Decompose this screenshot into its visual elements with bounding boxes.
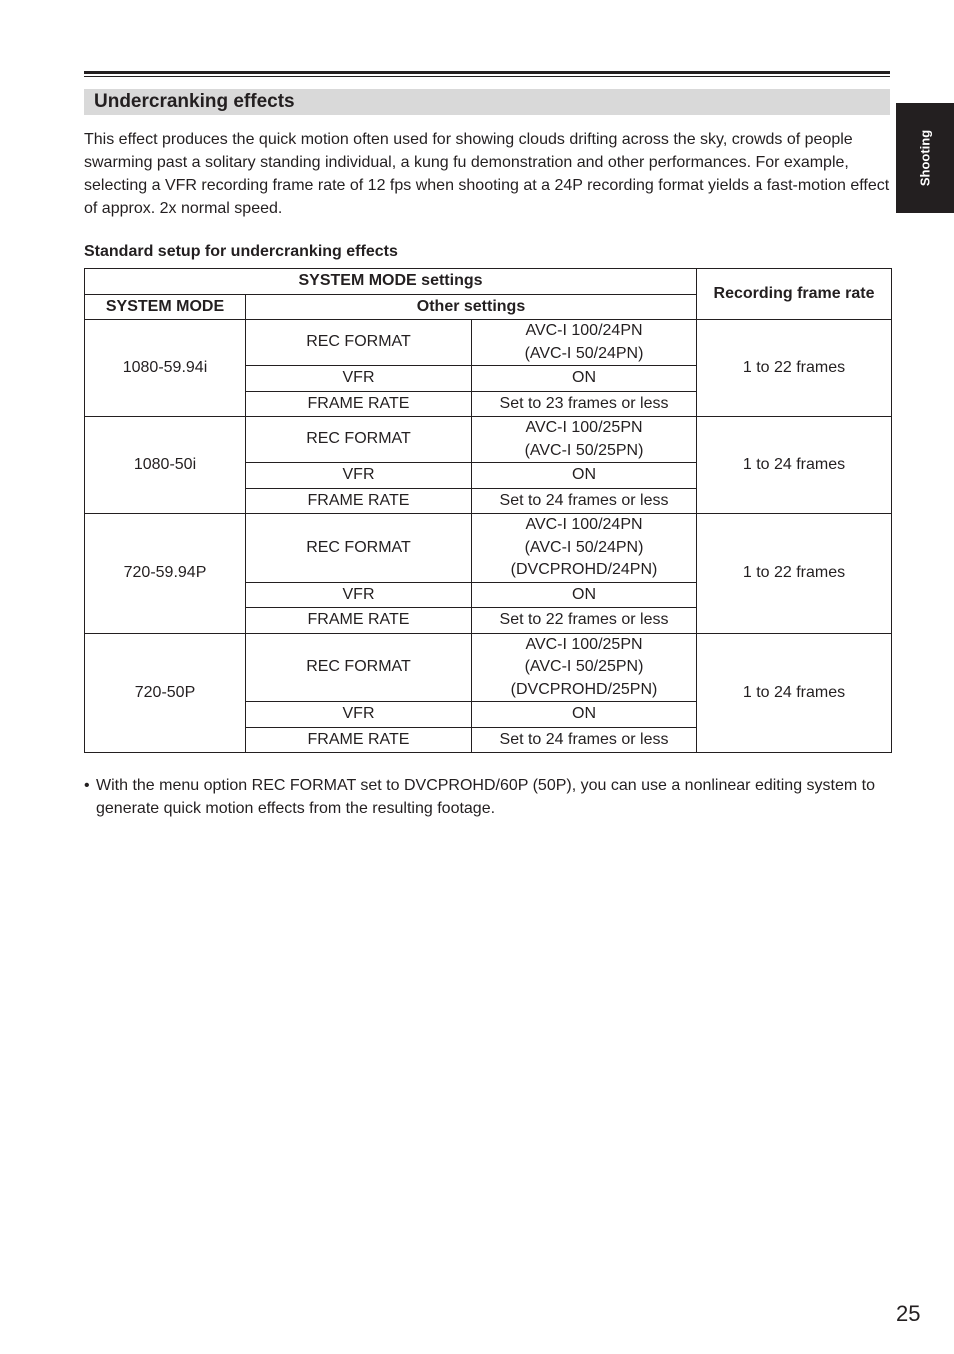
setting-value: Set to 24 frames or less xyxy=(472,488,697,514)
setting-value: Set to 23 frames or less xyxy=(472,391,697,417)
setting-value: ON xyxy=(472,463,697,489)
table-title: Standard setup for undercranking effects xyxy=(84,243,398,260)
setting-value-line: (AVC-I 50/24PN) xyxy=(524,344,644,362)
recording-frame-rate-cell: 1 to 24 frames xyxy=(697,417,892,514)
setting-value: ON xyxy=(472,582,697,608)
header-system-mode: SYSTEM MODE xyxy=(85,294,246,320)
setting-label: FRAME RATE xyxy=(246,391,472,417)
setting-value xyxy=(472,320,697,366)
recording-frame-rate-cell: 1 to 24 frames xyxy=(697,633,892,753)
setting-value: Set to 24 frames or less xyxy=(472,727,697,753)
setting-value xyxy=(472,417,697,463)
setting-label: FRAME RATE xyxy=(246,488,472,514)
setting-value-line: (DVCPROHD/24PN) xyxy=(510,561,658,578)
setting-value-line: AVC-I 100/24PN xyxy=(525,322,643,339)
setting-value: Set to 22 frames or less xyxy=(472,608,697,634)
intro-paragraph: This effect produces the quick motion often used for showing clouds drifting across the sky, crowds of people swarming past a solitary standing individual, a kung fu demonstration and other performances. For example, selecting a VFR recording frame rate of 12 fps when shooting at a 24P recording format yields a fast-motion effect of approx. 2x normal speed. xyxy=(84,131,890,217)
recording-frame-rate-cell: 1 to 22 frames xyxy=(697,320,892,417)
setting-label: REC FORMAT xyxy=(246,417,472,463)
table-row xyxy=(85,320,892,366)
chapter-tab xyxy=(896,103,954,213)
setting-value xyxy=(472,633,697,702)
system-mode-cell: 1080-59.94i xyxy=(85,320,246,417)
header-other-settings: Other settings xyxy=(246,294,697,320)
top-rule xyxy=(84,71,890,74)
header-system-mode-settings: SYSTEM MODE settings xyxy=(85,269,697,295)
setting-value: ON xyxy=(472,366,697,392)
section-title: Undercranking effects xyxy=(84,89,890,115)
setting-label: REC FORMAT xyxy=(246,514,472,583)
page-number: 25 xyxy=(896,1301,921,1326)
setting-label: REC FORMAT xyxy=(246,320,472,366)
setting-label: FRAME RATE xyxy=(246,727,472,753)
setting-label: VFR xyxy=(246,582,472,608)
bullet-icon: • xyxy=(84,777,90,794)
setting-value-line: AVC-I 100/25PN xyxy=(525,635,643,653)
setting-label: VFR xyxy=(246,702,472,728)
setting-label: REC FORMAT xyxy=(246,633,472,702)
top-rule-thin xyxy=(84,76,890,77)
setting-value xyxy=(472,514,697,583)
setting-value-line: (DVCPROHD/25PN) xyxy=(510,680,658,698)
header-recording-frame-rate: Recording frame rate xyxy=(697,269,892,320)
footnote xyxy=(84,774,890,820)
setting-value-line: (AVC-I 50/24PN) xyxy=(524,538,644,556)
setting-value-line: AVC-I 100/25PN xyxy=(525,419,643,436)
table-row xyxy=(85,633,892,702)
system-mode-cell: 720-50P xyxy=(85,633,246,753)
setting-label: VFR xyxy=(246,463,472,489)
setting-value-line: (AVC-I 50/25PN) xyxy=(524,658,644,675)
footnote-text: With the menu option REC FORMAT set to DVCPROHD/60P (50P), you can use a nonlinear editing system to generate quick motion effects from the resulting footage. xyxy=(96,777,876,817)
system-mode-cell: 720-59.94P xyxy=(85,514,246,634)
table-row xyxy=(85,514,892,583)
recording-frame-rate-cell: 1 to 22 frames xyxy=(697,514,892,634)
setup-table xyxy=(84,268,892,753)
setting-value: ON xyxy=(472,702,697,728)
table-row xyxy=(85,417,892,463)
system-mode-cell: 1080-50i xyxy=(85,417,246,514)
setting-label: FRAME RATE xyxy=(246,608,472,634)
setting-value-line: AVC-I 100/24PN xyxy=(525,516,643,533)
setting-value-line: (AVC-I 50/25PN) xyxy=(524,441,644,459)
chapter-tab-label: Shooting xyxy=(917,129,933,187)
setting-label: VFR xyxy=(246,366,472,392)
